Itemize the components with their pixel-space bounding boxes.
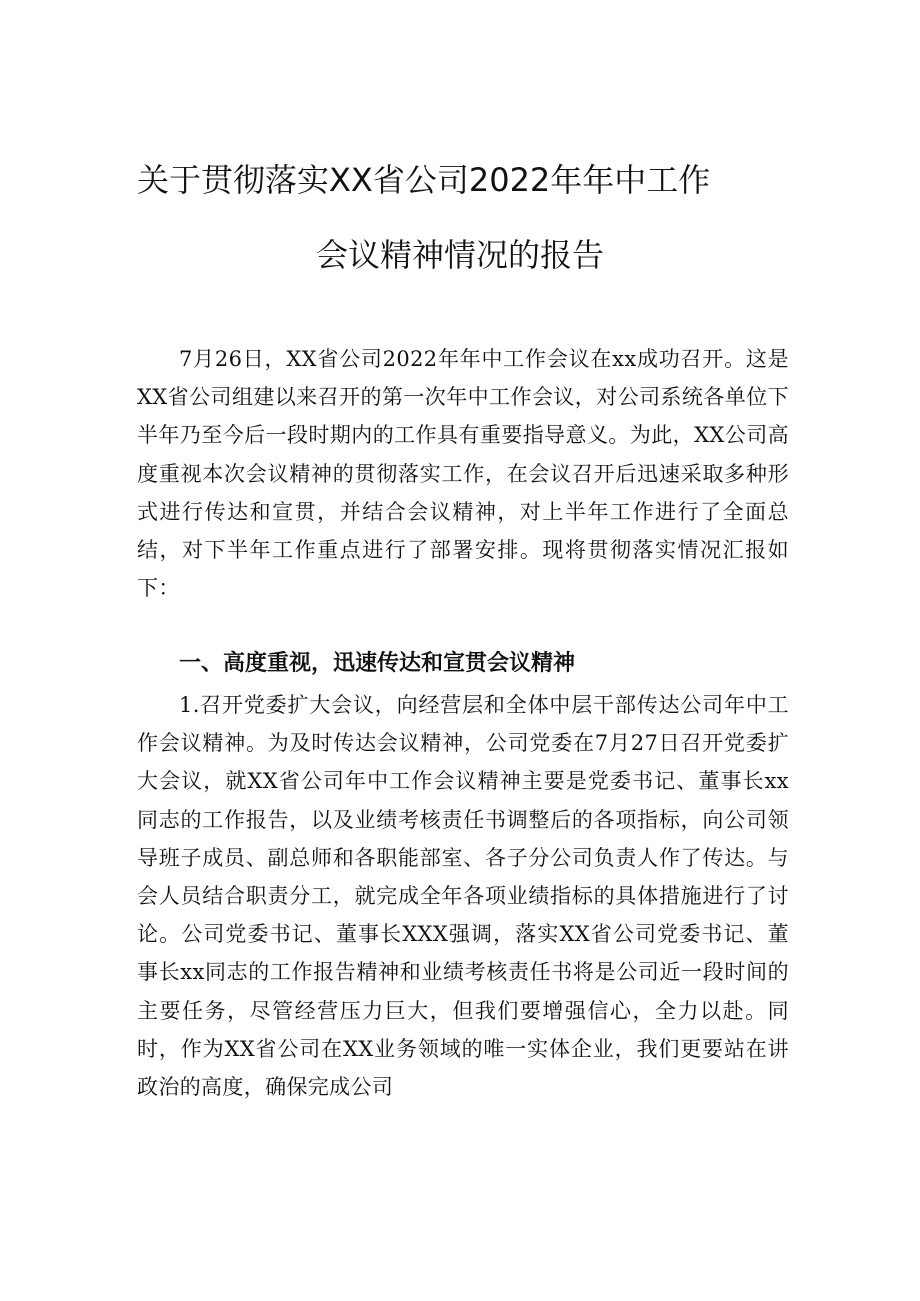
document-title-line-1: 关于贯彻落实XX省公司2022年年中工作 xyxy=(137,161,711,199)
section-heading: 一、高度重视，迅速传达和宣贯会议精神 xyxy=(179,651,576,676)
intro-paragraph: 7月26日，XX省公司2022年年中工作会议在xx成功召开。这是XX省公司组建以来召开的第一次年中工作会议，对公司系统各单位下半年乃至今后一段时期内的工作具有重要指导意义。为此，XX公司高度重视本次会议精神的贯彻落实工作，在会议召开后迅速采取多种形式进行传达和宣贯，并结合会议精神，对上半年工作进行了全面总结，对下半年工作重点进行了部署安排。现将贯彻落实情况汇报如下： xyxy=(137,347,789,601)
section-paragraph: 1.召开党委扩大会议，向经营层和全体中层干部传达公司年中工作会议精神。为及时传达会议精神，公司党委在7月27日召开党委扩大会议，就XX省公司年中工作会议精神主要是党委书记、董事长xx同志的工作报告，以及业绩考核责任书调整后的各项指标，向公司领导班子成员、副总师和各职能部室、各子分公司负责人作了传达。与会人员结合职责分工，就完成全年各项业绩指标的具体措施进行了讨论。公司党委书记、董事长XXX强调，落实XX省公司党委书记、董事长xx同志的工作报告精神和业绩考核责任书将是公司近一段时间的主要任务，尽管经营压力巨大，但我们要增强信心，全力以赴。同时，作为XX省公司在XX业务领域的唯一实体企业，我们更要站在讲政治的高度，确保完成公司 xyxy=(137,693,789,1100)
document-title-line-2: 会议精神情况的报告 xyxy=(315,236,604,274)
